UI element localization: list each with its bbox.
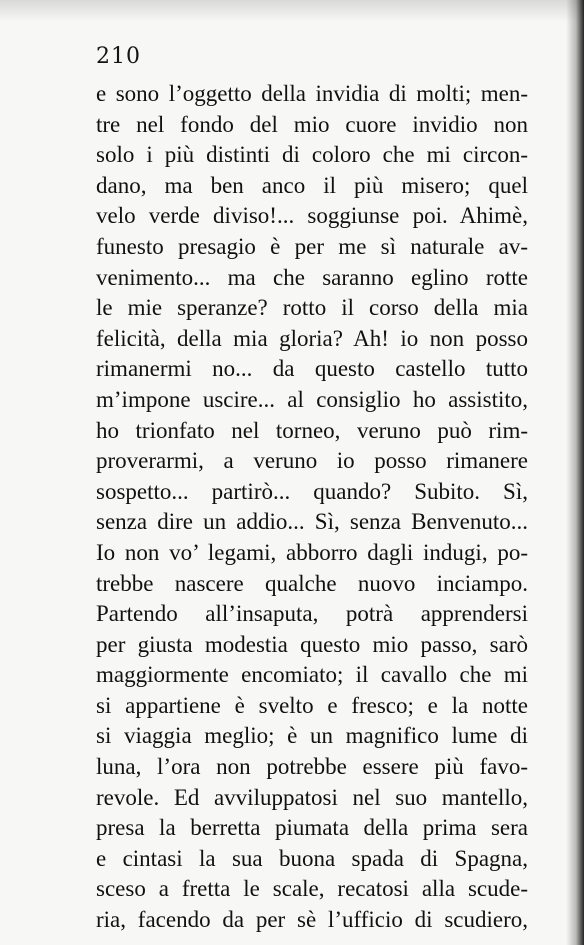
text-line: Io non vo’ legami, abborro dagli indugi, po- [96, 539, 528, 565]
text-line: e cintasi la sua buona spada di Spagna, [96, 845, 528, 871]
text-line: m’impone uscire... al consiglio ho assistito, [96, 386, 528, 412]
page-edge-shadow [566, 0, 584, 945]
text-line: luna, l’ora non potrebbe essere più favo- [96, 754, 528, 780]
text-line: si viaggia meglio; è un magnifico lume di [96, 723, 528, 749]
text-line: per giusta modestia questo mio passo, sarò [96, 631, 528, 657]
text-line: sospetto... partirò... quando? Subito. Sì, [96, 478, 528, 504]
text-line: felicità, della mia gloria? Ah! io non posso [96, 325, 528, 351]
text-line: revole. Ed avviluppatosi nel suo mantello, [96, 784, 528, 810]
text-line: velo verde diviso!... soggiunse poi. Ahimè, [96, 203, 528, 229]
text-line: rimanermi no... da questo castello tutto [96, 356, 528, 382]
scan-top-shadow [0, 0, 584, 22]
text-line: venimento... ma che saranno eglino rotte [96, 264, 528, 290]
text-line: Partendo all’insaputa, potrà apprendersi [96, 601, 528, 627]
text-line: ria, facendo da per sè l’ufficio di scudiero, [96, 907, 528, 933]
text-line: sceso a fretta le scale, recatosi alla scude- [96, 876, 528, 902]
text-line: senza dire un addio... Sì, senza Benvenuto... [96, 509, 528, 535]
text-line: tre nel fondo del mio cuore invidio non [96, 111, 528, 137]
text-line: trebbe nascere qualche nuovo inciampo. [96, 570, 528, 596]
text-line: solo i più distinti di coloro che mi circon- [96, 142, 528, 168]
text-line: proverarmi, a veruno io posso rimanere [96, 448, 528, 474]
text-line: dano, ma ben anco il più misero; quel [96, 172, 528, 198]
text-line: e sono l’oggetto della invidia di molti; men- [96, 81, 528, 106]
text-line: ho trionfato nel torneo, veruno può rim- [96, 417, 528, 443]
text-line: maggiormente encomiato; il cavallo che mi [96, 662, 528, 688]
text-line: funesto presagio è per me sì naturale av- [96, 233, 528, 259]
body-text [96, 79, 528, 936]
text-line: presa la berretta piumata della prima sera [96, 815, 528, 841]
text-line: si appartiene è svelto e fresco; e la notte [96, 692, 528, 718]
text-line: le mie speranze? rotto il corso della mia [96, 295, 528, 321]
page-number: 210 [96, 44, 141, 69]
